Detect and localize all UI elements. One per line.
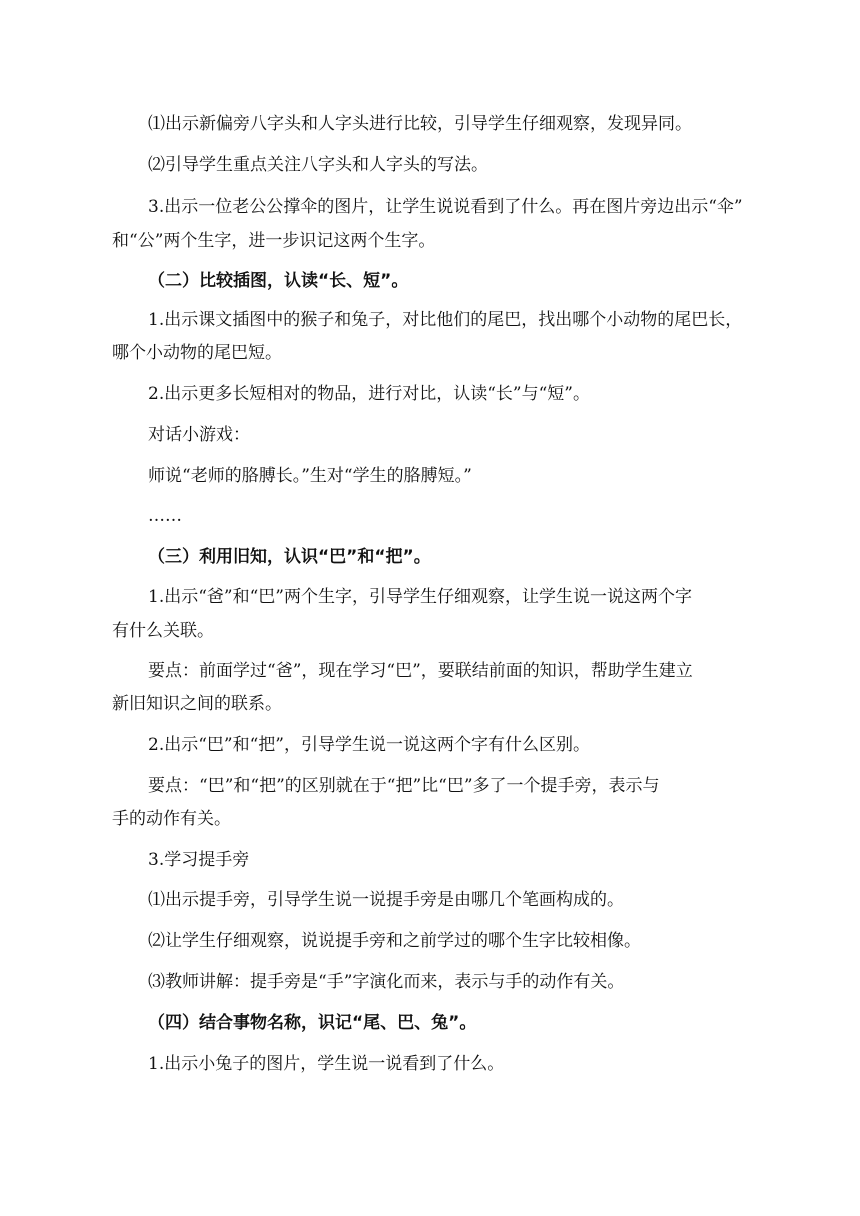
paragraph: ⑵让学生仔细观察，说说提手旁和之前学过的哪个生字比较相像。 (148, 931, 641, 951)
paragraph-continuation: 和“公”两个生字，进一步识记这两个生字。 (112, 231, 436, 251)
paragraph: 1.出示“爸”和“巴”两个生字，引导学生仔细观察，让学生说一说这两个字 (148, 587, 692, 607)
paragraph: 1.出示小兔子的图片，学生说一说看到了什么。 (148, 1054, 505, 1074)
paragraph-continuation: 哪个小动物的尾巴短。 (112, 343, 282, 363)
paragraph: 3.出示一位老公公撑伞的图片，让学生说说看到了什么。再在图片旁边出示“伞” (148, 197, 743, 217)
paragraph: 要点：“巴”和“把”的区别就在于“把”比“巴”多了一个提手旁，表示与 (148, 776, 660, 796)
paragraph: 1.出示课文插图中的猴子和兔子，对比他们的尾巴，找出哪个小动物的尾巴长， (148, 310, 743, 330)
paragraph: 3.学习提手旁 (148, 850, 250, 870)
paragraph: 2.出示“巴”和“把”，引导学生说一说这两个字有什么区别。 (148, 735, 590, 755)
section-heading: （四）结合事物名称，识记“尾、巴、兔”。 (148, 1013, 477, 1033)
section-heading: （二）比较插图，认读“长、短”。 (148, 271, 409, 291)
paragraph: ⑵引导学生重点关注八字头和人字头的写法。 (148, 155, 488, 175)
section-heading: （三）利用旧知，认识“巴”和“把”。 (148, 547, 431, 567)
paragraph: 2.出示更多长短相对的物品，进行对比，认读“长”与“短”。 (148, 384, 590, 404)
paragraph-continuation: 手的动作有关。 (112, 809, 231, 829)
ellipsis: …… (148, 506, 182, 526)
paragraph: 对话小游戏： (148, 425, 250, 445)
paragraph-continuation: 新旧知识之间的联系。 (112, 694, 282, 714)
paragraph: ⑴出示新偏旁八字头和人字头进行比较，引导学生仔细观察，发现异同。 (148, 114, 692, 134)
paragraph: ⑶教师讲解：提手旁是“手”字演化而来，表示与手的动作有关。 (148, 972, 625, 992)
paragraph: 师说“老师的胳膊长。”生对“学生的胳膊短。” (148, 466, 472, 486)
paragraph: 要点：前面学过“爸”，现在学习“巴”，要联结前面的知识，帮助学生建立 (148, 661, 693, 681)
paragraph-continuation: 有什么关联。 (112, 621, 214, 641)
paragraph: ⑴出示提手旁，引导学生说一说提手旁是由哪几个笔画构成的。 (148, 890, 624, 910)
